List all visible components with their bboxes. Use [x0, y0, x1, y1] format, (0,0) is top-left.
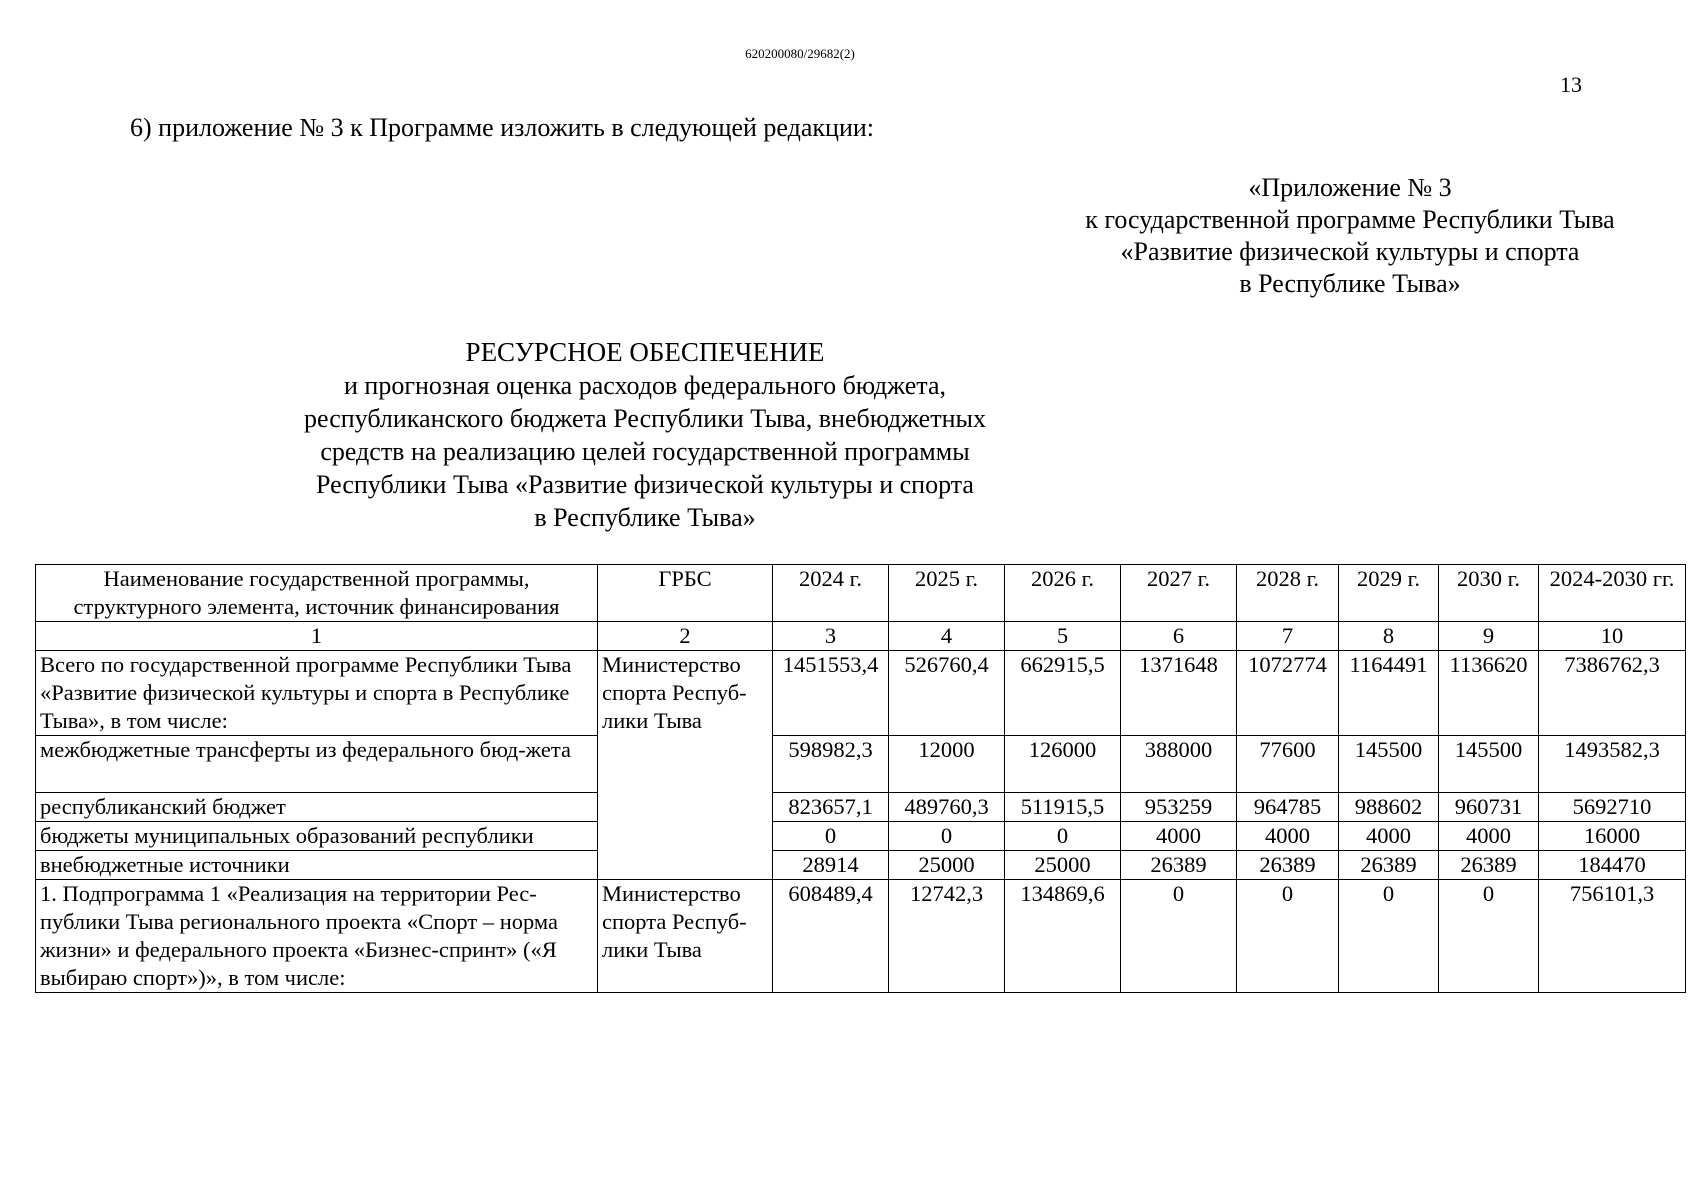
value-cell: 26389 [1439, 851, 1539, 880]
value-cell: 4000 [1237, 822, 1339, 851]
value-cell: 964785 [1237, 793, 1339, 822]
value-cell: 4000 [1339, 822, 1439, 851]
column-number: 7 [1237, 622, 1339, 651]
value-cell: 4000 [1121, 822, 1237, 851]
value-cell: 598982,3 [773, 736, 889, 793]
document-title [0, 336, 1290, 534]
value-cell: 25000 [889, 851, 1005, 880]
title-line: в Республике Тыва» [534, 503, 756, 532]
row-name: Всего по государственной программе Республики Тыва «Развитие физической культуры и спорта в Республике Тыва», в том числе: [36, 651, 598, 736]
value-cell: 953259 [1121, 793, 1237, 822]
value-cell: 26389 [1121, 851, 1237, 880]
value-cell: 26389 [1237, 851, 1339, 880]
column-number: 8 [1339, 622, 1439, 651]
value-cell: 12000 [889, 736, 1005, 793]
value-cell: 1164491 [1339, 651, 1439, 736]
value-cell: 960731 [1439, 793, 1539, 822]
value-cell: 145500 [1439, 736, 1539, 793]
column-number: 9 [1439, 622, 1539, 651]
value-cell: 608489,4 [773, 880, 889, 993]
value-cell: 145500 [1339, 736, 1439, 793]
row-name: 1. Подпрограмма 1 «Реализация на территории Рес-публики Тыва регионального проекта «Спорт – норма жизни» и федерального проекта «Бизнес-спринт» («Я выбираю спорт»)», в том числе: [36, 880, 598, 993]
column-number: 4 [889, 622, 1005, 651]
table-row [36, 822, 1686, 851]
row-name: внебюджетные источники [36, 851, 598, 880]
amendment-instruction: 6) приложение № 3 к Программе изложить в следующей редакции: [130, 113, 874, 142]
value-cell: 4000 [1439, 822, 1539, 851]
value-cell: 756101,3 [1539, 880, 1686, 993]
title-heading: РЕСУРСНОЕ ОБЕСПЕЧЕНИЕ [465, 337, 825, 367]
column-number: 6 [1121, 622, 1237, 651]
document-id: 620200080/29682(2) [745, 46, 855, 61]
title-line: средств на реализацию целей государственной программы [320, 437, 970, 466]
annex-line: «Развитие физической культуры и спорта [1120, 237, 1580, 266]
column-number: 1 [36, 622, 598, 651]
value-cell: 0 [1339, 880, 1439, 993]
value-cell: 1493582,3 [1539, 736, 1686, 793]
header-cell-2027: 2027 г. [1121, 565, 1237, 622]
value-cell: 0 [889, 822, 1005, 851]
value-cell: 0 [773, 822, 889, 851]
value-cell: 134869,6 [1005, 880, 1121, 993]
title-line: и прогнозная оценка расходов федерального бюджета, [343, 371, 947, 400]
column-number: 10 [1539, 622, 1686, 651]
grbs-cell: Министерство спорта Респуб-лики Тыва [598, 880, 773, 993]
value-cell: 12742,3 [889, 880, 1005, 993]
table-header-row [36, 565, 1686, 622]
column-number-row [36, 622, 1686, 651]
header-cell-2026: 2026 г. [1005, 565, 1121, 622]
financing-table [35, 564, 1686, 993]
value-cell: 77600 [1237, 736, 1339, 793]
value-cell: 26389 [1339, 851, 1439, 880]
annex-line: в Республике Тыва» [1239, 269, 1461, 298]
annex-reference [1040, 172, 1660, 300]
header-cell-total: 2024-2030 гг. [1539, 565, 1686, 622]
row-name: межбюджетные трансферты из федерального бюд-жета [36, 736, 598, 793]
column-number: 3 [773, 622, 889, 651]
table-row [36, 736, 1686, 793]
value-cell: 16000 [1539, 822, 1686, 851]
header-cell-2024: 2024 г. [773, 565, 889, 622]
annex-line: «Приложение № 3 [1248, 173, 1452, 202]
header-cell-2030: 2030 г. [1439, 565, 1539, 622]
value-cell: 7386762,3 [1539, 651, 1686, 736]
header-cell-2029: 2029 г. [1339, 565, 1439, 622]
page-number: 13 [1560, 72, 1582, 97]
value-cell: 25000 [1005, 851, 1121, 880]
value-cell: 388000 [1121, 736, 1237, 793]
value-cell: 1072774 [1237, 651, 1339, 736]
value-cell: 0 [1439, 880, 1539, 993]
header-cell-grbs: ГРБС [598, 565, 773, 622]
value-cell: 5692710 [1539, 793, 1686, 822]
value-cell: 823657,1 [773, 793, 889, 822]
table-row [36, 793, 1686, 822]
value-cell: 489760,3 [889, 793, 1005, 822]
value-cell: 1371648 [1121, 651, 1237, 736]
row-name: республиканский бюджет [36, 793, 598, 822]
value-cell: 988602 [1339, 793, 1439, 822]
row-name: бюджеты муниципальных образований республики [36, 822, 598, 851]
value-cell: 1451553,4 [773, 651, 889, 736]
value-cell: 28914 [773, 851, 889, 880]
column-number: 5 [1005, 622, 1121, 651]
value-cell: 526760,4 [889, 651, 1005, 736]
table-row [36, 880, 1686, 993]
header-cell-2028: 2028 г. [1237, 565, 1339, 622]
value-cell: 662915,5 [1005, 651, 1121, 736]
value-cell: 126000 [1005, 736, 1121, 793]
column-number: 2 [598, 622, 773, 651]
header-cell-2025: 2025 г. [889, 565, 1005, 622]
table-row [36, 651, 1686, 736]
value-cell: 0 [1121, 880, 1237, 993]
title-line: республиканского бюджета Республики Тыва, внебюджетных [304, 404, 986, 433]
value-cell: 511915,5 [1005, 793, 1121, 822]
value-cell: 184470 [1539, 851, 1686, 880]
header-cell-name: Наименование государственной программы, структурного элемента, источник финансирования [36, 565, 598, 622]
table-row [36, 851, 1686, 880]
value-cell: 1136620 [1439, 651, 1539, 736]
value-cell: 0 [1237, 880, 1339, 993]
title-line: Республики Тыва «Развитие физической культуры и спорта [316, 470, 974, 499]
value-cell: 0 [1005, 822, 1121, 851]
annex-line: к государственной программе Республики Тыва [1085, 205, 1615, 234]
grbs-cell: Министерство спорта Респуб-лики Тыва [598, 651, 773, 880]
